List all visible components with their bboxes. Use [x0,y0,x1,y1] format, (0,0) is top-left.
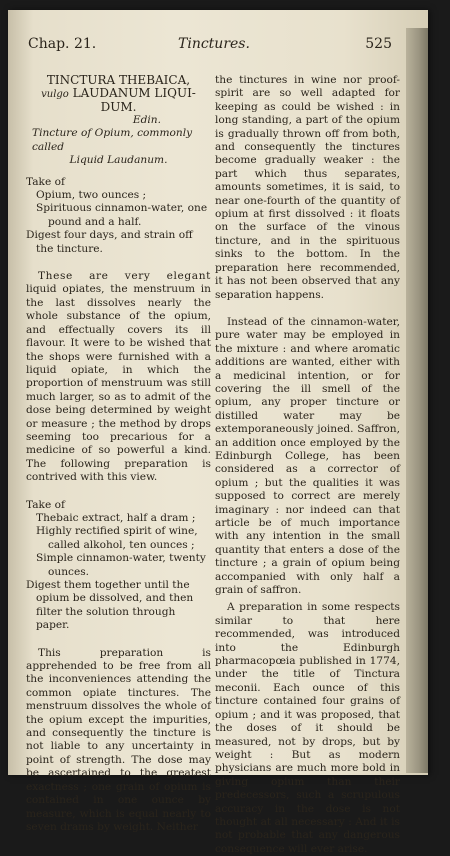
ingredient: Opium, two ounces ; [36,189,147,202]
page-edge [406,28,428,773]
ingredient: Highly rectified spirit of wine, called alkohol, ten ounces ; [36,525,198,551]
edinburgh-mark: Edin. [132,114,161,126]
vulgo-word: vulgo [41,89,69,100]
right-column [215,74,400,856]
ingredient: Simple cinnamon-water, twenty ounces. [36,552,206,578]
paragraph: This preparation is apprehended to be free from all the inconveniences attending the common opiate tinctures. The menstruum dissolves the whole of the opium except the impurities, and consequently the tincture is not liable to any uncertainty in point of strength. The dose may be ascertained to the greatest exactness ; one grain of opium is contained in one ounce by measure, which is equal nearly to seven drams by weight. Neither [26,646,211,833]
paragraph: the tinctures in wine nor proof-spirit are so well adapted for keeping as could be wished : in long standing, a part of the opium is gradually thrown off from both, and consequently the tinctures become gradually weaker : the part which thus separates, amounts sometimes, it is said, to near one-fourth of the quantity of opium at first dissolved : it floats on the surface of the vinous tincture, and in the spirituous sinks to the bottom. In the preparation here recommended, it has not been observed that any separation happens. [215,74,400,301]
recipe-title: TINCTURA THEBAICA, [46,73,191,87]
recipe-subtitle [26,87,211,114]
left-column [26,74,211,834]
recipe-direction: Digest four days, and strain off the tincture. [26,229,193,255]
paragraph: These are very elegant liquid opiates, the menstruum in the last dissolves nearly the whole substance of the opium, and effectually covers its ill flavour. It were to be wished that the shops were furnished with a liquid opiate, in which the proportion of menstruum was still much larger, so as to admit of the dose being determined by weight or measure ; the method by drops seeming too precarious for a medicine of so powerful a kind. The following preparation is contrived with this view. [26,270,211,484]
ingredient: Thebaic extract, half a dram ; [36,511,196,524]
running-header [28,36,392,58]
alt-name: Tincture of Opium, commonly called [32,127,193,153]
ingredient: Spirituous cinnamon-water, one pound and a half. [36,202,208,228]
subtitle-text: LAUDANUM LIQUI-DUM. [72,86,196,114]
take-of-label: Take of [26,175,65,188]
book-page [8,10,428,855]
chapter-label: Chap. 21. [28,36,97,52]
page-number: 525 [365,36,392,52]
take-of-label: Take of [26,498,65,511]
alt-name-2: Liquid Laudanum. [69,154,168,167]
running-head: Tinctures. [178,36,250,52]
paragraph: Instead of the cinnamon-water, pure water may be employed in the mixture : and where aromatic additions are wanted, either with a medicinal intention, or for covering the ill smell of the opium, any proper tincture or distilled water may be extemporaneously joined. Saffron, an addition once employed by the Edinburgh College, has been considered as a corrector of opium ; but the qualities it was supposed to correct are merely imaginary : nor indeed can that article be of much importance with any intention in the small quantity that enters a dose of the tincture ; a grain of opium being accompanied with only half a grain of saffron. [215,315,400,597]
paragraph: A preparation in some respects similar to that here recommended, was introduced into the Edinburgh pharmacopœia published in 1774, under the title of Tinctura meconii. Each ounce of this tincture contained four grains of opium ; and it was proposed, that the doses of it should be measured, not by drops, but by weight : But as modern physicians are much more bold in giving opium than their predecessors, such a scrupulous accuracy in the dose is not thought at all necessary : And it is not probable that any dangerous consequence will ever arise. [215,601,400,855]
recipe-direction: Digest them together until the opium be dissolved, and then filter the solution through paper. [26,579,194,632]
